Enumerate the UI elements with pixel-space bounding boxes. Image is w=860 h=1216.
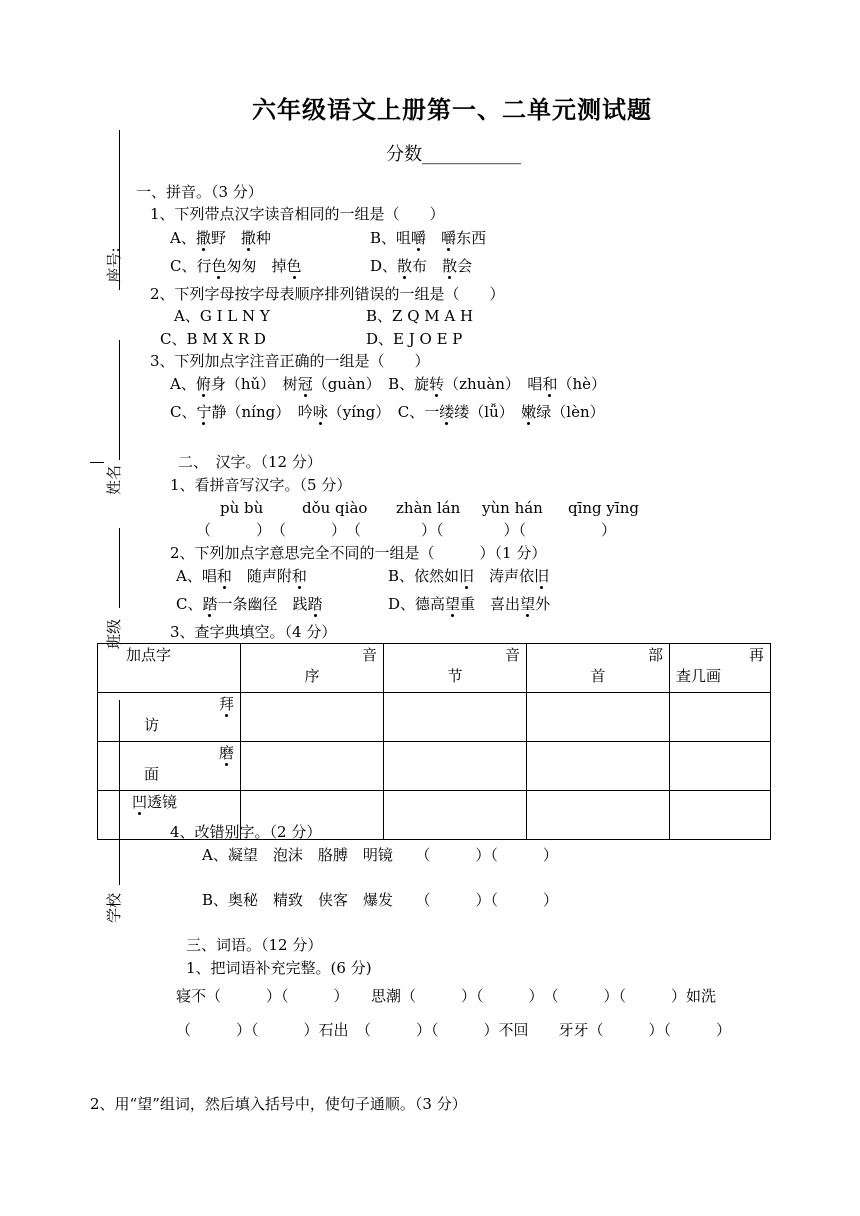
- table-row: [98, 742, 771, 791]
- school-label: 学校: [105, 893, 123, 924]
- s2-q3-text: 3、查字典填空。（4 分）: [170, 623, 337, 641]
- s2-q2-text: 2、下列加点字意思完全不同的一组是（ ）（1 分）: [170, 544, 547, 562]
- s1-q3-line1: A、俯身（hǔ） 树冠（guàn） B、旋转（zhuàn） 唱和（hè）: [170, 375, 606, 393]
- s1-q2-option-d: D、E J O E P: [366, 330, 463, 348]
- pinyin-5: qīng yīng: [568, 499, 639, 517]
- answer-cell[interactable]: [670, 791, 771, 840]
- answer-cell[interactable]: [384, 791, 527, 840]
- row-char-mo: 磨 面: [98, 742, 241, 791]
- answer-cell[interactable]: [527, 742, 670, 791]
- answer-cell[interactable]: [384, 742, 527, 791]
- header-dotted-char: 加点字: [98, 644, 241, 693]
- answer-cell[interactable]: [670, 693, 771, 742]
- answer-cell[interactable]: [670, 742, 771, 791]
- pinyin-3: zhàn lán: [396, 499, 461, 517]
- pinyin-blanks[interactable]: （ ） （ ） （ ）（ ）（ ）: [196, 521, 617, 539]
- s1-q1-option-c: C、行色匆匆 掉色: [170, 257, 302, 275]
- s3-q1-line2[interactable]: （ ）（ ）石出 （ ）（ ）不回 牙牙（ ）（ ）: [176, 1021, 732, 1039]
- header-phonetic-order: 音 序: [241, 644, 384, 693]
- s1-q1-option-a: A、撒野 撒种: [170, 229, 271, 247]
- s1-q3-line2: C、宁静（níng） 吟咏（yíng） C、一缕缕（lǚ） 嫩绿（lèn）: [170, 403, 605, 421]
- header-radical: 部 首: [527, 644, 670, 693]
- name-label: 姓名: [105, 465, 123, 496]
- page-title: 六年级语文上册第一、二单元测试题: [252, 96, 652, 124]
- s2-q2-option-b: B、依然如旧 涛声依旧: [388, 567, 550, 585]
- score-field: 分数___________: [386, 144, 521, 165]
- s3-q2-text: 2、用“望”组词，然后填入括号中，使句子通顺。（3 分）: [90, 1095, 467, 1113]
- s1-q1-text: 1、下列带点汉字读音相同的一组是（ ）: [150, 205, 445, 223]
- s2-q2-option-a: A、唱和 随声附和: [176, 567, 307, 585]
- row-char-aotoujing: 凹透镜: [98, 791, 241, 840]
- s3-q1-line1[interactable]: 寝不（ ）（ ） 思潮（ ）（ ） （ ）（ ）如洗: [176, 987, 717, 1005]
- dictionary-table: [97, 643, 771, 840]
- class-label: 班级: [105, 619, 123, 650]
- row-char-bai: 拜 访: [98, 693, 241, 742]
- binding-line-3: [119, 528, 120, 608]
- s2-q2-option-d: D、德高望重 喜出望外: [388, 595, 551, 613]
- s1-q2-option-a: A、G I L N Y: [174, 307, 270, 325]
- s3-q1-text: 1、把词语补充完整。(6 分): [186, 959, 372, 977]
- s1-q2-option-c: C、B M X R D: [160, 330, 266, 348]
- answer-cell[interactable]: [527, 791, 670, 840]
- s2-q2-option-c: C、踏一条幽径 践踏: [176, 595, 323, 613]
- pinyin-1: pù bù: [220, 499, 264, 517]
- section3-heading: 三、词语。（12 分）: [186, 936, 323, 954]
- pinyin-4: yùn hán: [482, 499, 543, 517]
- s1-q3-text: 3、下列加点字注音正确的一组是（ ）: [150, 352, 430, 370]
- binding-line-2: [119, 340, 120, 460]
- answer-cell[interactable]: [527, 693, 670, 742]
- answer-cell[interactable]: [241, 693, 384, 742]
- s2-q4-option-b: B、奥秘 精致 侠客 爆发 （ ）（ ）: [202, 891, 559, 909]
- answer-cell[interactable]: [241, 742, 384, 791]
- s2-q4-option-a: A、凝望 泡沫 胳膊 明镜 （ ）（ ）: [202, 846, 558, 864]
- table-header-row: [98, 644, 771, 693]
- s1-q1-option-b: B、咀嚼 嚼东西: [370, 229, 487, 247]
- header-strokes: 再 查几画: [670, 644, 771, 693]
- s1-q1-option-d: D、散布 散会: [370, 257, 473, 275]
- table-row: [98, 693, 771, 742]
- header-syllable: 音 节: [384, 644, 527, 693]
- seat-label: 座号:: [105, 247, 123, 283]
- answer-cell[interactable]: [384, 693, 527, 742]
- s1-q2-option-b: B、Z Q M A H: [366, 307, 474, 325]
- s2-q4-text: 4、改错别字。（2 分）: [170, 823, 322, 841]
- s2-q1-text: 1、看拼音写汉字。（5 分）: [170, 476, 352, 494]
- section2-heading: 二、 汉字。（12 分）: [178, 453, 322, 471]
- s1-q2-text: 2、下列字母按字母表顺序排列错误的一组是（ ）: [150, 285, 505, 303]
- section1-heading: 一、拼音。（3 分）: [136, 183, 263, 201]
- pinyin-2: dǒu qiào: [302, 499, 368, 517]
